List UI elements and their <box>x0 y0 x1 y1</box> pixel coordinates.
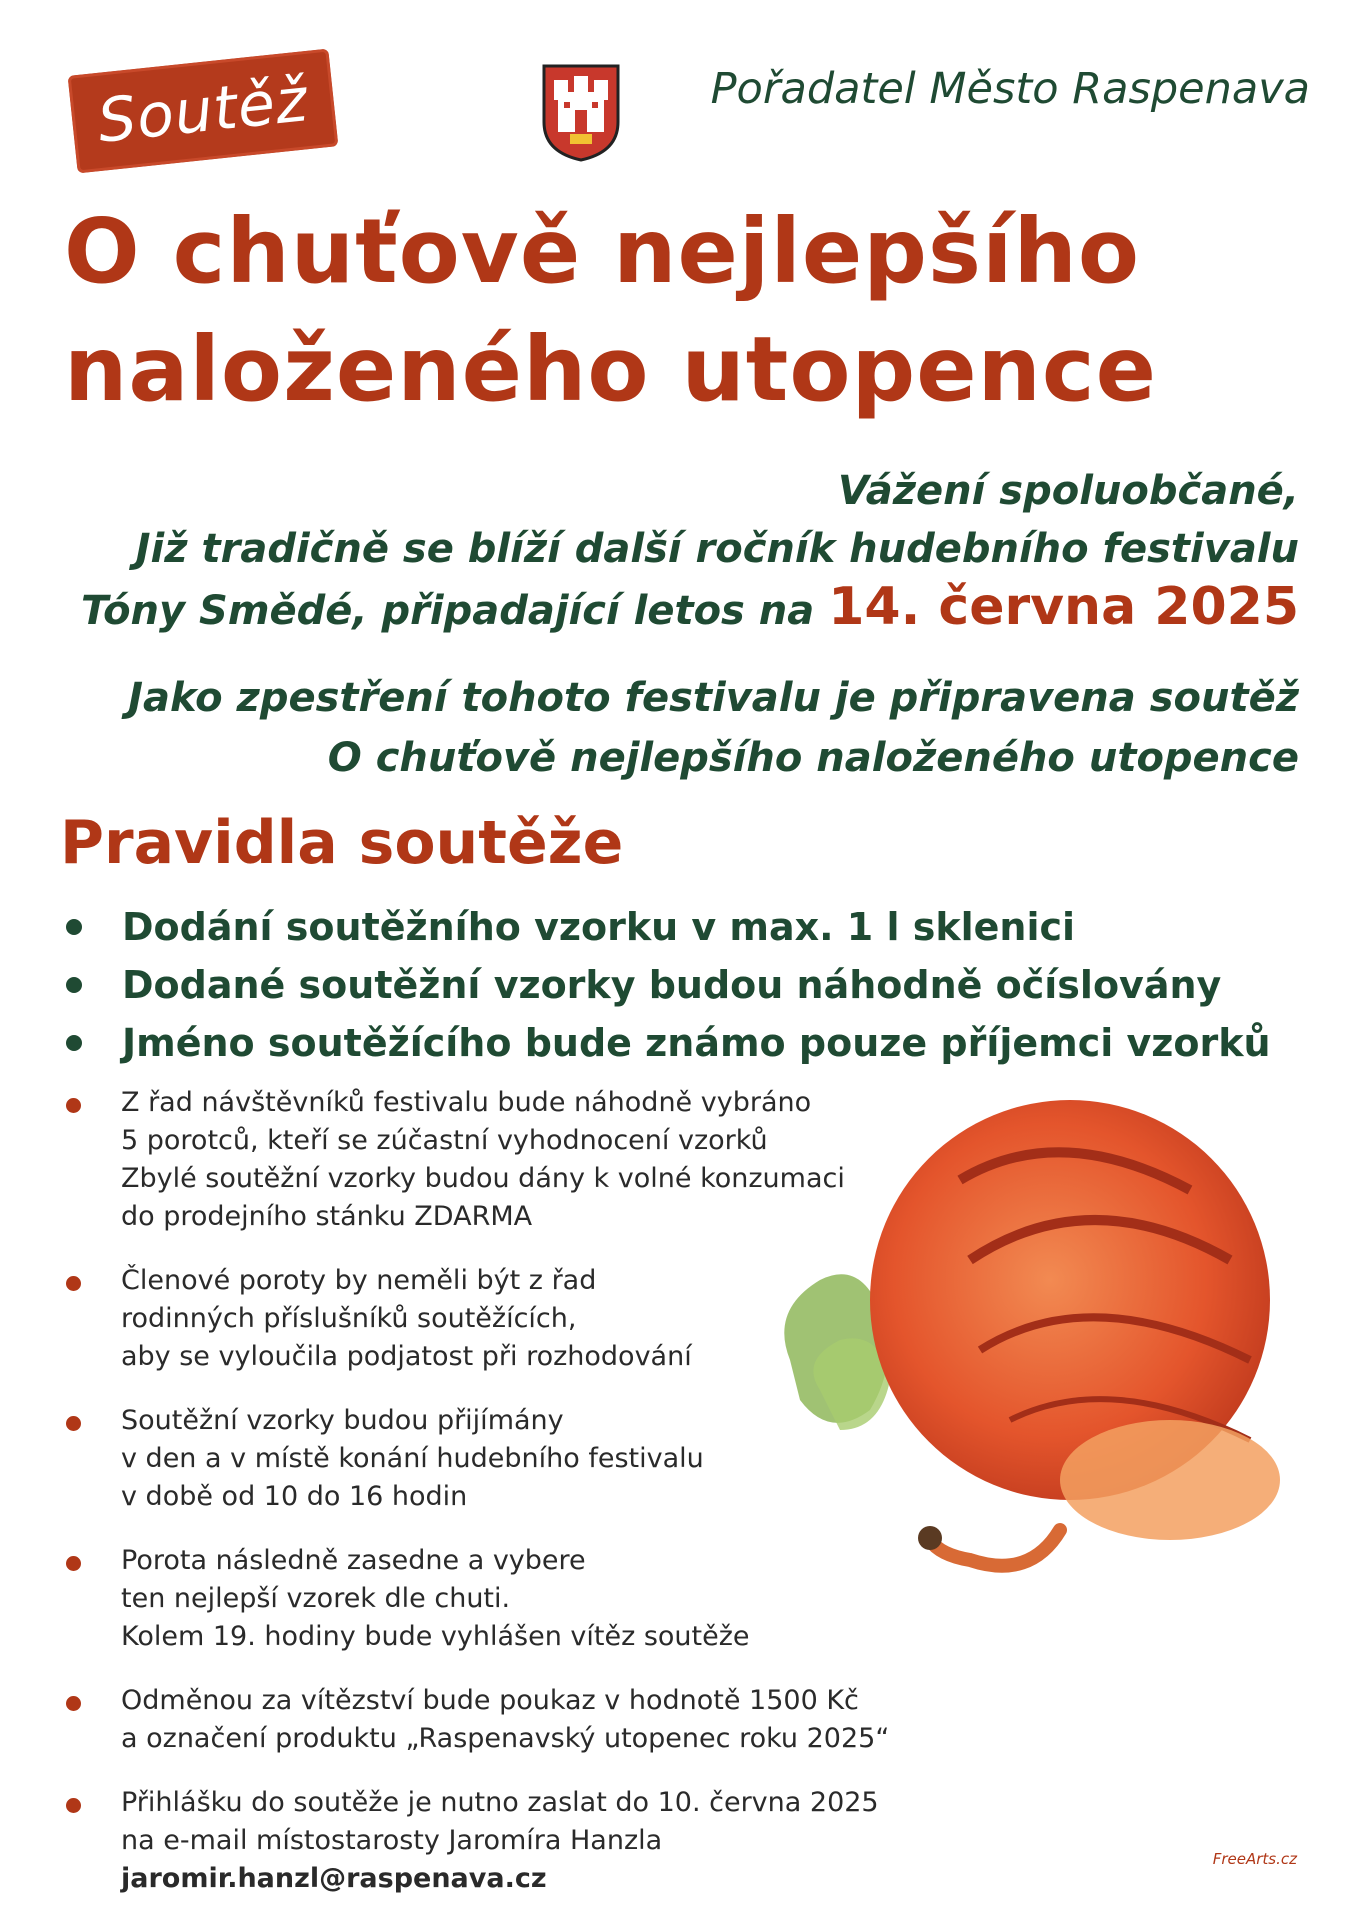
detail-line: Z řad návštěvníků festivalu bude náhodně vybráno <box>121 1087 812 1118</box>
main-rule-text: Dodání soutěžního vzorku v max. 1 l sklenici <box>122 905 1076 949</box>
title-line-2: naloženého utopence <box>64 317 1158 421</box>
detail-line: a označení produktu „Raspenavský utopenec roku 2025“ <box>121 1723 890 1754</box>
main-rule-text: Dodané soutěžní vzorky budou náhodně očíslovány <box>122 963 1222 1007</box>
detail-line: Porota následně zasedne a vybere <box>121 1545 586 1576</box>
detail-line: v den a v místě konání hudebního festivalu <box>121 1443 704 1474</box>
detail-line: Odměnou za vítězství bude poukaz v hodnotě 1500 Kč <box>121 1685 859 1716</box>
bullet-icon <box>66 1798 81 1813</box>
bullet-icon <box>66 977 82 993</box>
bullet-icon <box>66 1098 81 1113</box>
detail-line: do prodejního stánku ZDARMA <box>121 1201 533 1232</box>
bullet-icon <box>66 1556 81 1571</box>
list-item <box>66 1784 926 1898</box>
badge-label: Soutěž <box>94 65 312 157</box>
list-item <box>66 956 1326 1014</box>
detail-line: Soutěžní vzorky budou přijímány <box>121 1405 564 1436</box>
event-date: 14. června 2025 <box>828 577 1299 637</box>
title-line-1: O chuťově nejlepšího <box>64 199 1140 303</box>
bullet-icon <box>66 1276 81 1291</box>
bullet-icon <box>66 1035 82 1051</box>
detail-line: na e-mail místostarosty Jaromíra Hanzla <box>121 1825 663 1856</box>
detail-line: Členové poroty by neměli být z řad <box>121 1265 597 1296</box>
list-item <box>66 898 1326 956</box>
detail-line: Přihlášku do soutěže je nutno zaslat do 10. června 2025 <box>121 1787 879 1818</box>
intro-line-3 <box>59 578 1299 640</box>
bullet-icon <box>66 919 82 935</box>
detail-line: ten nejlepší vzorek dle chuti. <box>121 1583 511 1614</box>
city-crest-icon <box>540 62 622 162</box>
detail-line: v době od 10 do 16 hodin <box>121 1481 468 1512</box>
intro-block <box>59 462 1299 640</box>
bullet-icon <box>66 1696 81 1711</box>
credit-text: FreeArts.cz <box>1212 1850 1297 1868</box>
intro-line-2: Již tradičně se blíží další ročník hudebního festivalu <box>135 526 1299 572</box>
bullet-icon <box>66 1416 81 1431</box>
rules-heading: Pravidla soutěže <box>60 808 624 878</box>
main-rule-text: Jméno soutěžícího bude známo pouze příjemci vzorků <box>122 1021 1271 1065</box>
contest-badge <box>68 49 339 174</box>
intro-line-4: Jako zpestření tohoto festivalu je připravena soutěž <box>128 675 1299 721</box>
list-item <box>66 1262 926 1376</box>
main-rules-list <box>66 898 1326 1072</box>
intro-block-2 <box>59 668 1299 788</box>
detail-line: aby se vyloučila podjatost při rozhodování <box>121 1341 692 1372</box>
detail-rules-list <box>66 1084 926 1924</box>
detail-line: rodinných příslušníků soutěžících, <box>121 1303 577 1334</box>
detail-line: Kolem 19. hodiny bude vyhlášen vítěz soutěže <box>121 1621 750 1652</box>
detail-line: 5 porotců, kteří se zúčastní vyhodnocení vzorků <box>121 1125 768 1156</box>
list-item <box>66 1542 926 1656</box>
intro-greeting: Vážení spoluobčané, <box>837 468 1299 514</box>
list-item <box>66 1084 926 1236</box>
list-item <box>66 1402 926 1516</box>
contact-email-link[interactable]: jaromir.hanzl@raspenava.cz <box>121 1863 547 1894</box>
page-title <box>64 192 1304 428</box>
intro-line-5: O chuťově nejlepšího naloženého utopence <box>327 735 1299 781</box>
intro-line-3-text: Tóny Smědé, připadající letos na <box>80 588 815 634</box>
detail-line: Zbylé soutěžní vzorky budou dány k volné konzumaci <box>121 1163 845 1194</box>
list-item <box>66 1682 926 1758</box>
organizer-text: Pořadatel Město Raspenava <box>710 64 1310 114</box>
